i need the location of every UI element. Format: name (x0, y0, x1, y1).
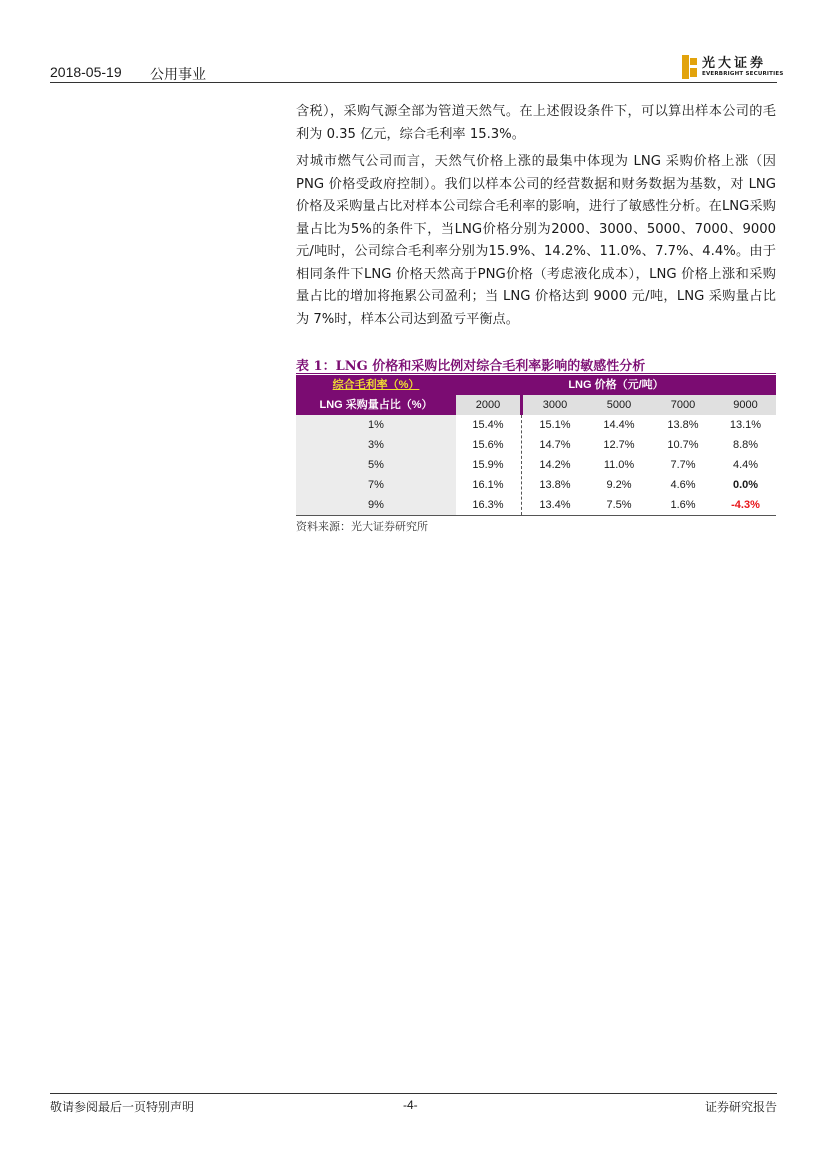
header-divider (50, 82, 777, 83)
table-cell: 8.8% (732, 439, 759, 451)
table-cell: 15.6% (472, 439, 504, 451)
table-cell: 1.6% (670, 499, 696, 511)
table-cell: 14.4% (603, 419, 635, 431)
table-row (296, 455, 776, 475)
table-cell: 13.8% (539, 479, 571, 491)
paragraph-1: 含税），采购气源全部为管道天然气。在上述假设条件下，可以算出样本公司的毛利为 0.35 亿元，综合毛利率 15.3%。 (296, 104, 776, 142)
table-cell: 10.7% (667, 439, 699, 451)
report-date: 2018-05-19 (50, 64, 122, 80)
paragraph-2: 对城市燃气公司而言，天然气价格上涨的最集中体现为 LNG 采购价格上涨（因 PNG 价格受政府控制）。我们以样本公司的经营数据和财务数据为基数，对 LNG 价格及采购量占比对样本公司综合毛利率的影响，进行了敏感性分析。在LNG采购量占比为5%的条件下，当LNG价格分别为2000、3000、5000、7000、9000 元/吨时，公司综合毛利率分别为15.9%、14.2%、11.0%、7.7%、4.4%。由于相同条件下LNG 价格天然高于PNG价格（考虑液化成本），LNG 价格上涨和采购量占比的增加将拖累公司盈利；当 LNG 价格达到 9000 元/吨，LNG 采购量占比为 7%时，样本公司达到盈亏平衡点。 (296, 154, 776, 327)
price-col-header: 7000 (651, 395, 715, 415)
page-header (50, 52, 784, 83)
table-cell: 13.4% (539, 499, 571, 511)
table-cell: 15.1% (539, 419, 571, 431)
table-title: 表 1：LNG 价格和采购比例对综合毛利率影响的敏感性分析 (296, 359, 646, 374)
table-cell: 4.6% (670, 479, 696, 491)
table-header-row-2 (296, 395, 776, 415)
price-col-header: 3000 (523, 395, 587, 415)
footer-divider (50, 1093, 777, 1094)
table-cell: 4.4% (732, 459, 759, 471)
table-header-row-1 (296, 375, 776, 395)
row-label: 3% (296, 435, 456, 455)
table-cell: 12.7% (603, 439, 635, 451)
corner-header (296, 375, 456, 395)
page-number: -4- (403, 1098, 418, 1112)
table-cell: 14.2% (539, 459, 571, 471)
logo-text-cn: 光大证券 (702, 56, 767, 71)
row-label: 1% (296, 415, 456, 435)
table-cell: 16.1% (472, 479, 504, 491)
table-title-divider (296, 373, 776, 374)
price-col-header: 5000 (587, 395, 651, 415)
row-label: 7% (296, 475, 456, 495)
price-col-header: 2000 (456, 395, 520, 415)
row-label: 5% (296, 455, 456, 475)
table-bottom-divider (296, 515, 776, 516)
table-cell: 15.4% (472, 419, 504, 431)
table-cell: 7.5% (606, 499, 632, 511)
logo-text-en: EVERBRIGHT SECURITIES (702, 71, 784, 77)
price-col-header: 9000 (715, 395, 776, 415)
table-row (296, 475, 776, 495)
table-cell: 15.9% (472, 459, 504, 471)
table-cell: 7.7% (670, 459, 696, 471)
logo-mark-icon (682, 55, 698, 79)
table-row (296, 435, 776, 455)
table-cell: 16.3% (472, 499, 504, 511)
footer-report-type: 证券研究报告 (704, 1100, 777, 1114)
corner-label: 综合毛利率（%） (332, 379, 420, 391)
footer-disclaimer: 敬请参阅最后一页特别声明 (50, 1100, 195, 1114)
table-row (296, 495, 776, 515)
everbright-logo (682, 52, 784, 82)
row-header: LNG 采购量占比（%） (319, 399, 433, 411)
table-cell: 14.7% (539, 439, 571, 451)
row-label: 9% (296, 495, 456, 515)
table-cell: 13.8% (667, 419, 699, 431)
report-section: 公用事业 (150, 67, 206, 83)
table-cell: 9.2% (606, 479, 632, 491)
table-source: 资料来源：光大证券研究所 (296, 520, 428, 533)
table-cell: 11.0% (603, 459, 635, 471)
price-header: LNG 价格（元/吨） (568, 379, 664, 391)
table-row (296, 415, 776, 435)
negative-cell: -4.3% (731, 499, 760, 511)
column-divider (521, 415, 522, 515)
table-cell: 13.1% (729, 419, 762, 431)
breakeven-cell: 0.0% (732, 479, 759, 491)
